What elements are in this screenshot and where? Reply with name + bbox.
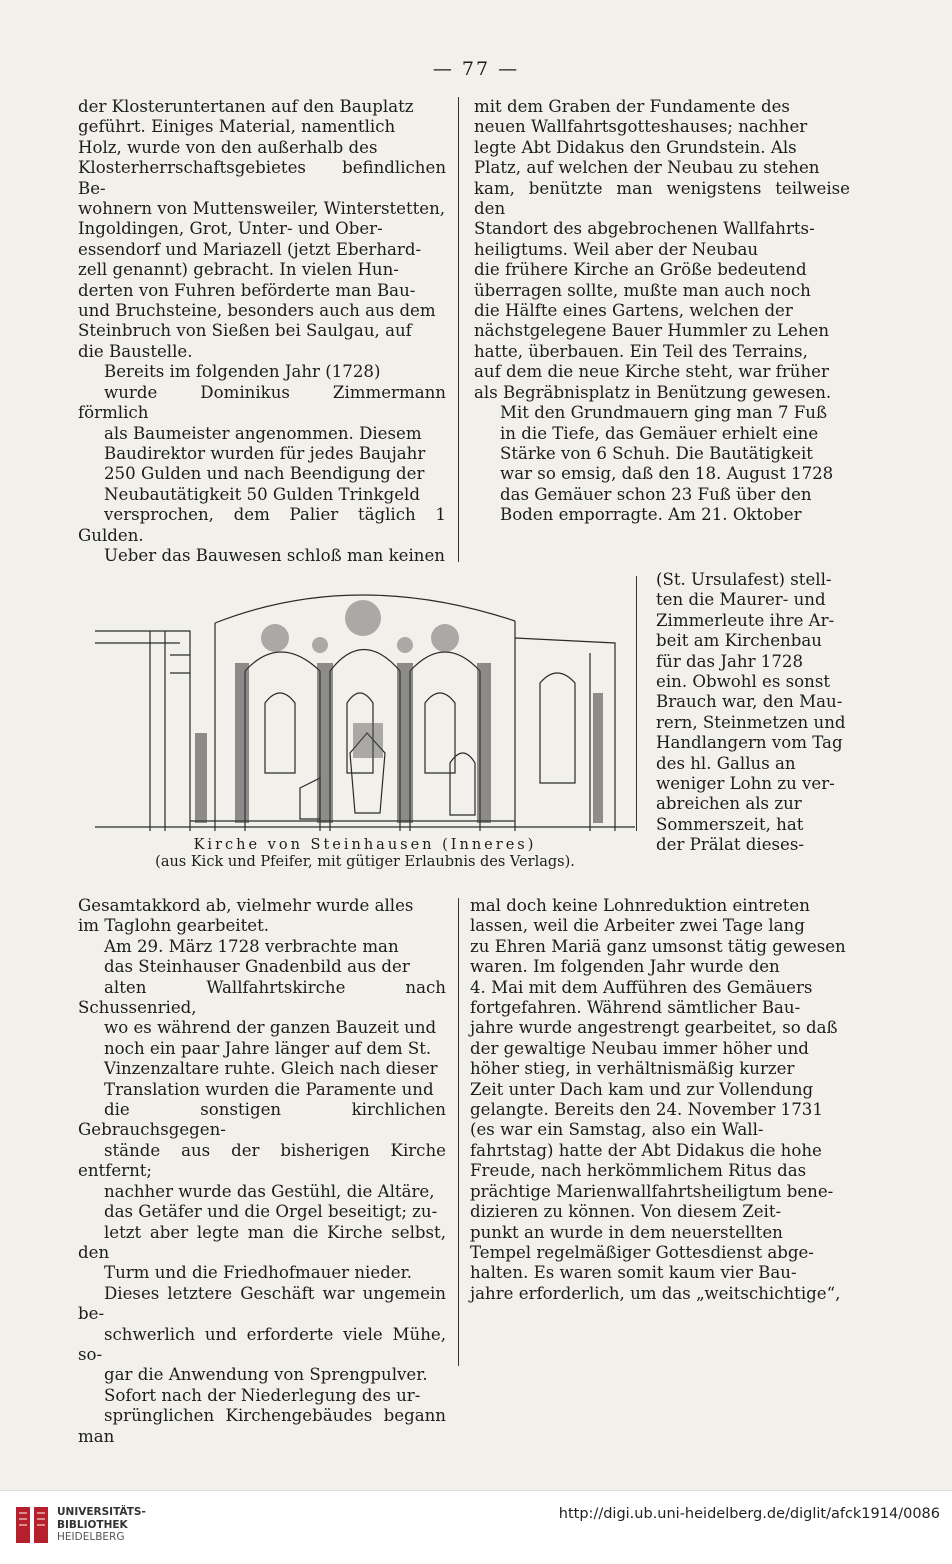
- text-line: überragen sollte, mußte man auch noch: [474, 280, 811, 300]
- paragraph: [474, 97, 850, 403]
- text-line: Freude, nach herkömmlichem Ritus das: [470, 1161, 807, 1181]
- paragraph: [474, 403, 850, 525]
- text-line: Boden emporragte. Am 21. Oktober: [500, 505, 802, 525]
- text-line: Ueber das Bauwesen schloß man keinen: [104, 545, 445, 565]
- column-rule: [458, 97, 459, 562]
- text-line: der Klosteruntertanen auf den Bauplatz: [78, 97, 414, 116]
- text-line: Sofort nach der Niederlegung des ur-: [104, 1385, 421, 1405]
- text-line: kam, benützte man wenigstens teilweise den: [474, 178, 850, 219]
- text-line: sprünglichen Kirchengebäudes begann man: [78, 1406, 446, 1446]
- logo-line: HEIDELBERG: [57, 1531, 125, 1543]
- text-line: versprochen, dem Palier täglich 1 Gulden.: [78, 505, 446, 545]
- text-line: Dieses letztere Geschäft war ungemein be-: [78, 1283, 446, 1324]
- text-line: Platz, auf welchen der Neubau zu stehen: [474, 158, 820, 178]
- text-line: Neubautätigkeit 50 Gulden Trinkgeld: [104, 484, 420, 504]
- text-line: alten Wallfahrtskirche nach Schussenried,: [78, 977, 446, 1018]
- text-line: Steinbruch von Sießen bei Saulgau, auf: [78, 321, 412, 341]
- library-logo-icon: [14, 1505, 50, 1545]
- text-line: rern, Steinmetzen und: [656, 712, 846, 732]
- text-line: mit dem Graben der Fundamente des: [474, 97, 790, 116]
- text-line: Holz, wurde von den außerhalb des: [78, 137, 378, 157]
- text-line: die frühere Kirche an Größe bedeutend: [474, 260, 807, 280]
- text-line: (St. Ursulafest) stell-: [656, 570, 832, 589]
- library-footer: [0, 1490, 952, 1564]
- text-column-left-top: [78, 97, 446, 566]
- text-column-right-top: [474, 97, 850, 526]
- text-line: lassen, weil die Arbeiter zwei Tage lang: [470, 916, 805, 936]
- text-line: des hl. Gallus an: [656, 753, 796, 773]
- text-line: zu Ehren Mariä ganz umsonst tätig gewesen: [470, 936, 846, 956]
- text-line: dizieren zu können. Von diesem Zeit-: [470, 1202, 782, 1222]
- text-line: mal doch keine Lohnreduktion eintreten: [470, 896, 810, 915]
- text-line: Brauch war, den Mau-: [656, 692, 843, 712]
- text-column-right-bottom: [470, 896, 850, 1304]
- text-line: schwerlich und erforderte viele Mühe, so-: [78, 1324, 446, 1364]
- text-line: wurde Dominikus Zimmermann förmlich: [78, 382, 446, 423]
- paragraph: [78, 896, 446, 937]
- text-line: der gewaltige Neubau immer höher und: [470, 1038, 809, 1058]
- text-line: zell genannt) gebracht. In vielen Hun-: [78, 260, 399, 280]
- text-line: wohnern von Muttensweiler, Winterstetten,: [78, 199, 446, 219]
- text-line: noch ein paar Jahre länger auf dem St.: [104, 1038, 432, 1058]
- text-line: in die Tiefe, das Gemäuer erhielt eine: [500, 423, 819, 443]
- text-line: Ingoldingen, Grot, Unter- und Ober-: [78, 219, 383, 239]
- text-line: Standort des abgebrochenen Wallfahrts-: [474, 219, 815, 239]
- text-line: Stärke von 6 Schuh. Die Bautätigkeit: [500, 443, 813, 463]
- text-line: Mit den Grundmauern ging man 7 Fuß: [500, 403, 828, 423]
- text-line: Am 29. März 1728 verbrachte man: [104, 936, 399, 956]
- text-line: Zimmerleute ihre Ar-: [656, 610, 835, 630]
- text-line: das Gemäuer schon 23 Fuß über den: [500, 484, 812, 504]
- text-line: beit am Kirchenbau: [656, 631, 822, 651]
- text-line: für das Jahr 1728: [656, 651, 804, 671]
- text-line: als Begräbnisplatz in Benützung gewesen.: [474, 382, 832, 402]
- text-line: gar die Anwendung von Sprengpulver.: [104, 1365, 428, 1385]
- text-line: geführt. Einiges Material, namentlich: [78, 117, 396, 137]
- text-line: Translation wurden die Paramente und: [104, 1079, 434, 1099]
- logo-line: UNIVERSITÄTS-: [57, 1506, 146, 1518]
- caption-credit: (aus Kick und Pfeifer, mit gütiger Erlaubnis des Verlags).: [155, 854, 575, 870]
- text-line: Tempel regelmäßiger Gottesdienst abge-: [470, 1242, 814, 1262]
- church-interior-engraving: [95, 583, 635, 831]
- logo-line: BIBLIOTHEK: [57, 1518, 128, 1531]
- text-line: Klosterherrschaftsgebietes befindlichen Be-: [78, 158, 446, 198]
- paragraph: [470, 896, 850, 1304]
- text-line: essendorf und Mariazell (jetzt Eberhard-: [78, 239, 422, 259]
- text-line: punkt an wurde in dem neuerstellten: [470, 1222, 783, 1242]
- source-url-link[interactable]: http://digi.ub.uni-heidelberg.de/diglit/afck1914/0086: [558, 1506, 940, 1522]
- text-line: das Steinhauser Gnadenbild aus der: [104, 957, 410, 977]
- text-line: das Getäfer und die Orgel beseitigt; zu-: [104, 1202, 438, 1222]
- text-line: gelangte. Bereits den 24. November 1731: [470, 1100, 823, 1120]
- text-line: Baudirektor wurden für jedes Baujahr: [104, 443, 426, 463]
- text-line: Handlangern vom Tag: [656, 733, 843, 753]
- text-line: legte Abt Didakus den Grundstein. Als: [474, 137, 797, 157]
- text-line: ten die Maurer- und: [656, 590, 826, 610]
- text-line: abreichen als zur: [656, 794, 802, 814]
- text-line: nachher wurde das Gestühl, die Altäre,: [104, 1181, 435, 1201]
- text-line: fortgefahren. Während sämtlicher Bau-: [470, 998, 801, 1018]
- church-interior-illustration: [95, 583, 635, 831]
- text-line: Turm und die Friedhofmauer nieder.: [104, 1263, 412, 1283]
- text-line: jahre erforderlich, um das „weitschichtige“,: [470, 1283, 841, 1303]
- text-line: jahre wurde angestrengt gearbeitet, so daß: [470, 1018, 838, 1038]
- text-line: waren. Im folgenden Jahr wurde den: [470, 957, 780, 977]
- paragraph: [78, 1386, 446, 1447]
- text-line: letzt aber legte man die Kirche selbst, den: [78, 1222, 446, 1262]
- text-line: die Baustelle.: [78, 341, 193, 361]
- text-line: 4. Mai mit dem Aufführen des Gemäuers: [470, 977, 813, 997]
- text-line: neuen Wallfahrtsgotteshauses; nachher: [474, 117, 808, 137]
- column-rule-bottom: [458, 898, 459, 1366]
- paragraph: [656, 570, 850, 856]
- text-line: fahrtstag) hatte der Abt Didakus die hohe: [470, 1140, 822, 1160]
- page-number: — 77 —: [432, 58, 520, 80]
- text-line: Sommerszeit, hat: [656, 814, 804, 834]
- text-line: Bereits im folgenden Jahr (1728): [104, 362, 381, 382]
- text-line: auf dem die neue Kirche steht, war früher: [474, 362, 829, 382]
- text-line: höher stieg, in verhältnismäßig kurzer: [470, 1059, 795, 1079]
- text-line: im Taglohn gearbeitet.: [78, 916, 270, 936]
- text-line: heiligtums. Weil aber der Neubau: [474, 239, 759, 259]
- text-line: hatte, überbauen. Ein Teil des Terrains,: [474, 341, 808, 361]
- text-column-left-bottom: [78, 896, 446, 1447]
- text-line: prächtige Marienwallfahrtsheiligtum bene-: [470, 1181, 834, 1201]
- text-line: und Bruchsteine, besonders auch aus dem: [78, 301, 436, 321]
- paragraph: [78, 362, 446, 566]
- text-line: (es war ein Samstag, also ein Wall-: [470, 1120, 764, 1140]
- text-line: Vinzenzaltare ruhte. Gleich nach dieser: [104, 1059, 438, 1079]
- caption-title: Kirche von Steinhausen (Inneres): [193, 837, 537, 853]
- text-line: die Hälfte eines Gartens, welchen der: [474, 301, 793, 321]
- text-line: als Baumeister angenommen. Diesem: [104, 423, 422, 443]
- text-line: weniger Lohn zu ver-: [656, 774, 835, 794]
- text-line: war so emsig, daß den 18. August 1728: [500, 464, 834, 484]
- figure-rule: [636, 576, 637, 831]
- text-column-right-narrow: [656, 570, 850, 856]
- text-line: wo es während der ganzen Bauzeit und: [104, 1018, 437, 1038]
- text-line: stände aus der bisherigen Kirche entfernt;: [78, 1140, 446, 1181]
- text-line: 250 Gulden und nach Beendigung der: [104, 464, 425, 484]
- library-logo-text: [57, 1506, 146, 1544]
- text-line: derten von Fuhren beförderte man Bau-: [78, 280, 416, 300]
- figure-caption: [95, 837, 635, 871]
- text-line: ein. Obwohl es sonst: [656, 672, 831, 692]
- text-line: halten. Es waren somit kaum vier Bau-: [470, 1263, 797, 1283]
- text-line: die sonstigen kirchlichen Gebrauchsgegen-: [78, 1100, 446, 1140]
- paragraph: [78, 97, 446, 362]
- text-line: Zeit unter Dach kam und zur Vollendung: [470, 1079, 814, 1099]
- text-line: Gesamtakkord ab, vielmehr wurde alles: [78, 896, 414, 915]
- paragraph: [78, 937, 446, 1386]
- text-line: nächstgelegene Bauer Hummler zu Lehen: [474, 321, 830, 341]
- text-line: der Prälat dieses-: [656, 835, 804, 855]
